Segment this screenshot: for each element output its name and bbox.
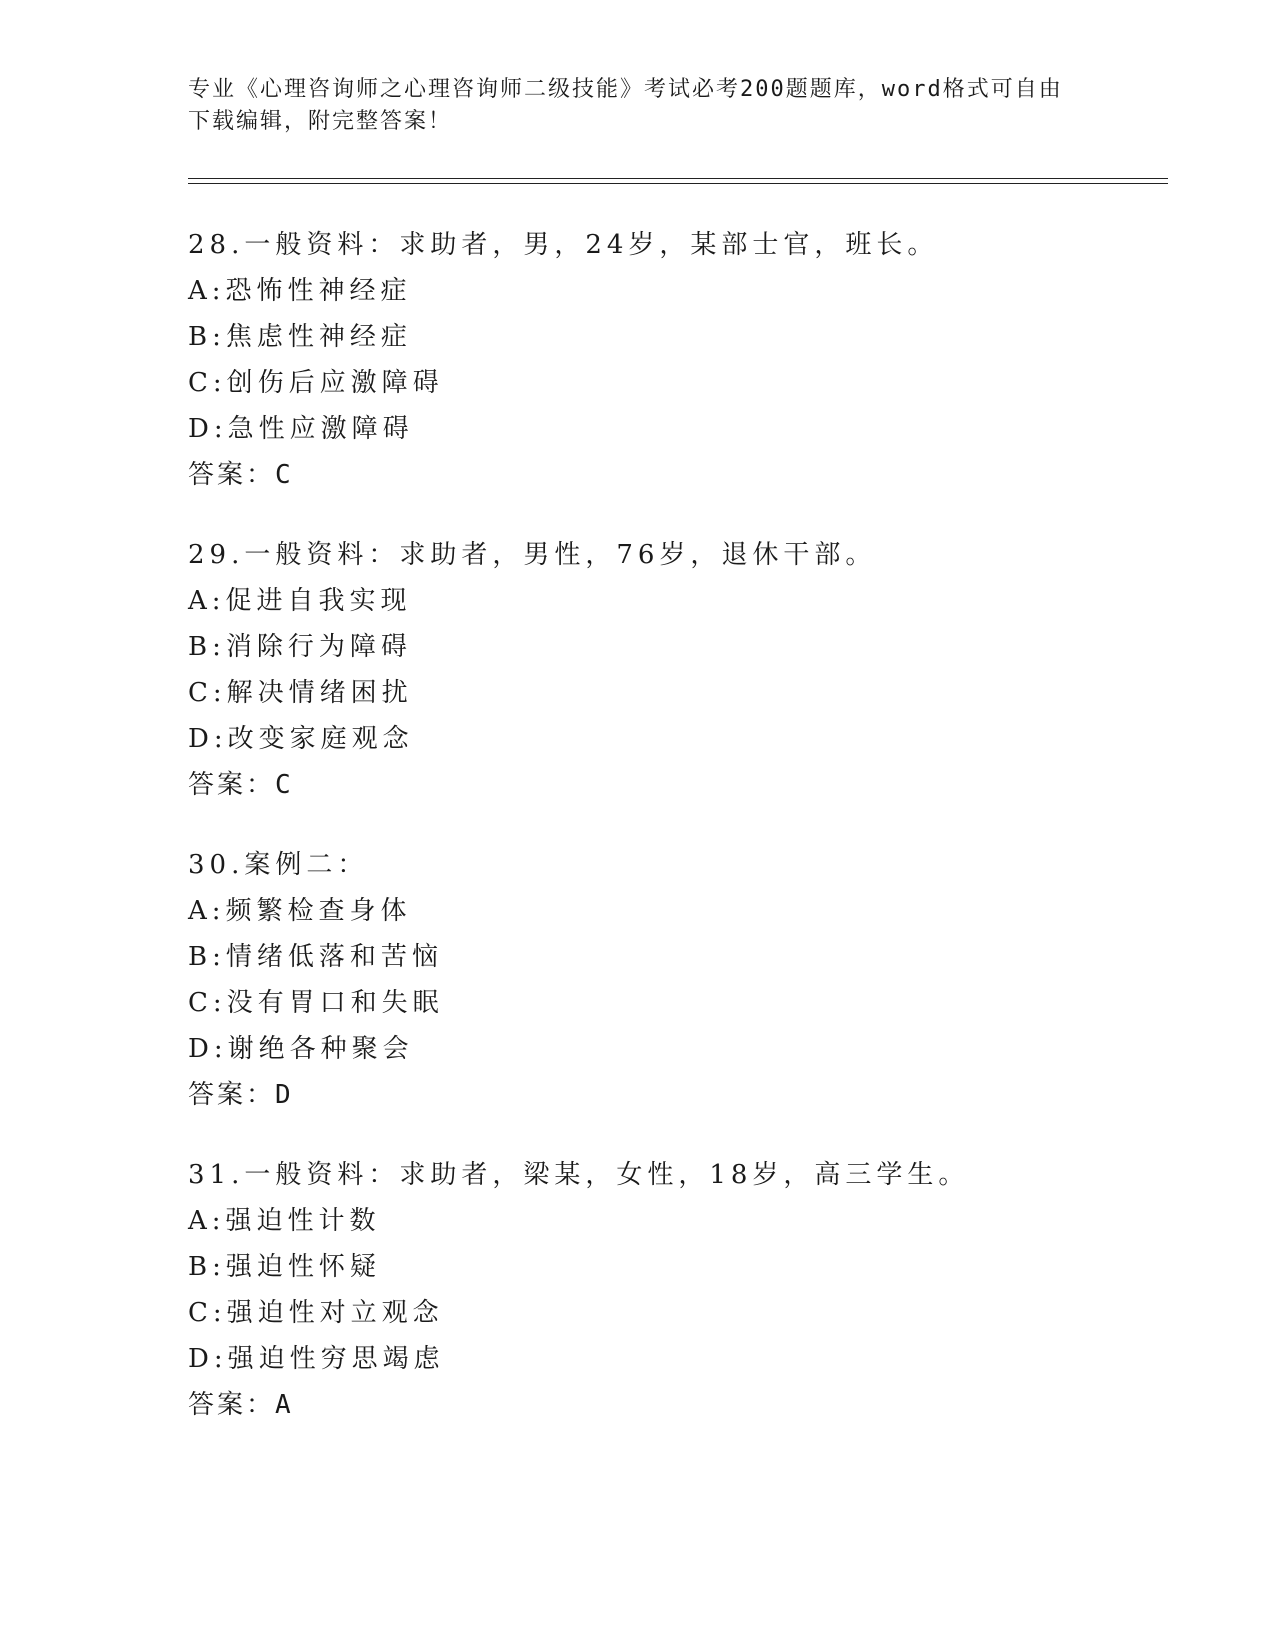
option-a: A:频繁检查身体: [188, 896, 412, 926]
question-stem: 29.一般资料：求助者，男性，76岁，退休干部。: [188, 540, 877, 570]
question-stem: 31.一般资料：求助者，梁某，女性，18岁，高三学生。: [188, 1160, 970, 1190]
answer-line: 答案：C: [188, 770, 294, 800]
document-header: 专业《心理咨询师之心理咨询师二级技能》考试必考200题题库，word格式可自由下载编辑，附完整答案！: [188, 77, 1063, 134]
option-d: D:急性应激障碍: [188, 414, 414, 444]
option-c: C:强迫性对立观念: [188, 1298, 444, 1328]
answer-line: 答案：D: [188, 1080, 294, 1110]
option-c: C:解决情绪困扰: [188, 678, 413, 708]
question-stem: 28.一般资料：求助者，男，24岁，某部士官，班长。: [188, 230, 939, 260]
option-d: D:改变家庭观念: [188, 724, 414, 754]
option-a: A:促进自我实现: [188, 586, 412, 616]
answer-line: 答案：A: [188, 1390, 294, 1420]
option-c: C:创伤后应激障碍: [188, 368, 444, 398]
question-29: [188, 532, 1148, 808]
option-d: D:谢绝各种聚会: [188, 1034, 414, 1064]
question-30: [188, 842, 1148, 1118]
option-b: B:情绪低落和苦恼: [188, 942, 443, 972]
option-d: D:强迫性穷思竭虑: [188, 1344, 445, 1374]
option-b: B:强迫性怀疑: [188, 1252, 381, 1282]
header-divider-top: [188, 178, 1168, 179]
option-a: A:强迫性计数: [188, 1206, 381, 1236]
question-28: [188, 222, 1148, 498]
header-divider-bottom: [188, 183, 1168, 184]
answer-line: 答案：C: [188, 460, 294, 490]
option-b: B:焦虑性神经症: [188, 322, 412, 352]
option-b: B:消除行为障碍: [188, 632, 412, 662]
option-a: A:恐怖性神经症: [188, 276, 412, 306]
question-31: [188, 1152, 1148, 1428]
question-stem: 30.案例二：: [188, 850, 369, 880]
option-c: C:没有胃口和失眠: [188, 988, 444, 1018]
